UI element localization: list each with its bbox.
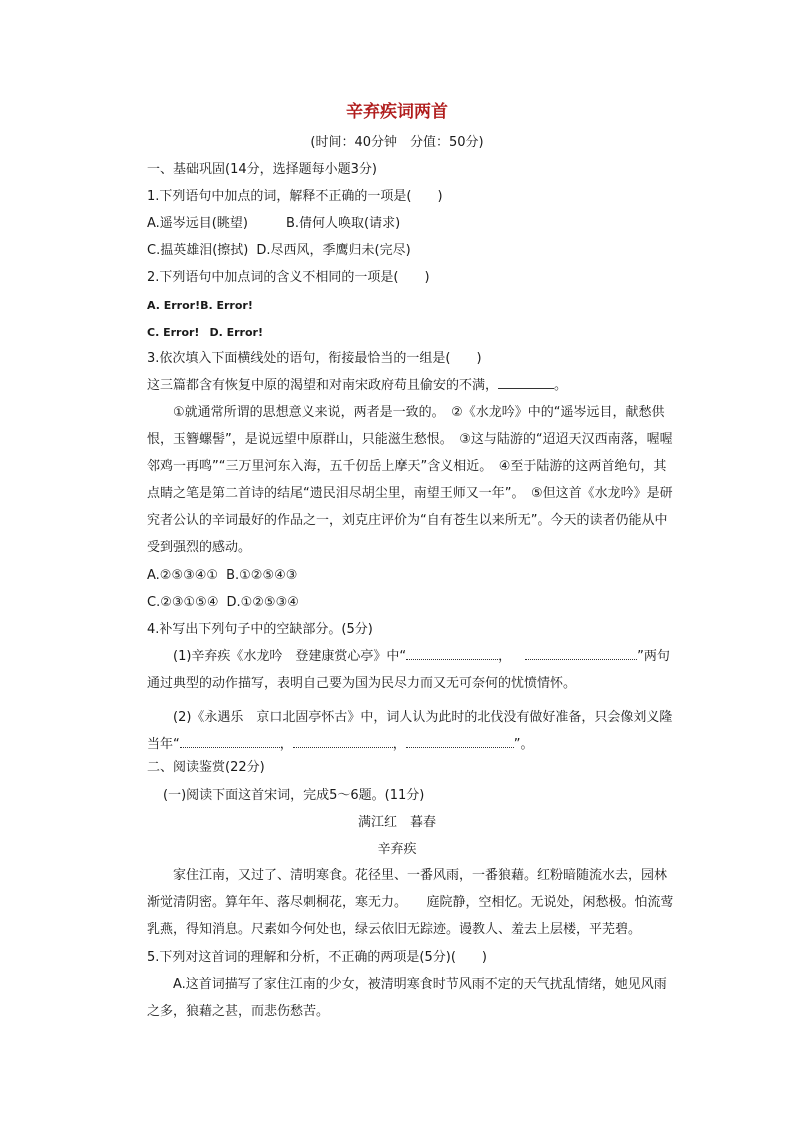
- q3-answer-blank[interactable]: [498, 376, 554, 389]
- exam-meta: (时间：40分钟 分值：50分): [310, 135, 484, 150]
- section-2-sub1: (一)阅读下面这首宋词，完成5～6题。(11分): [163, 788, 425, 803]
- q4-blank-5[interactable]: [406, 735, 514, 748]
- q4-stem: 4.补写出下列句子中的空缺部分。(5分): [147, 622, 373, 637]
- q4-blank-2[interactable]: [525, 647, 637, 660]
- poem-body: [147, 862, 675, 943]
- q3-option-b: B.①②⑤④③: [226, 568, 298, 583]
- q2-option-c: C. Error!: [147, 326, 200, 339]
- q3-option-a: A.②⑤③④①: [147, 568, 219, 583]
- q4-part2-sep2: ，: [392, 737, 406, 752]
- q3-options-row1: [147, 566, 297, 586]
- section-2-header: 二、阅读鉴赏(22分): [147, 760, 265, 775]
- q4-part2: [147, 704, 675, 758]
- q3-options-row2: [147, 593, 299, 613]
- q1-option-c: C.揾英雄泪(擦拭): [147, 243, 249, 258]
- q4-part2-end: ”。: [513, 737, 534, 752]
- q4-part2-sep1: ，: [279, 737, 293, 752]
- q4-part1-start: (1)辛弃疾《水龙吟 登建康赏心亭》中“: [173, 649, 407, 664]
- q1-options-row1: [147, 214, 400, 234]
- q1-option-b: B.倩何人唤取(请求): [285, 216, 401, 231]
- q3-passage: [147, 399, 675, 561]
- q3-context-end: 。: [554, 378, 568, 393]
- q3-option-c: C.②③①⑤④: [147, 595, 219, 610]
- q2-option-d: D. Error!: [209, 326, 263, 339]
- q4-blank-1[interactable]: [406, 647, 498, 660]
- q3-stem: 3.依次填入下面横线处的语句，衔接最恰当的一组是( ): [147, 351, 482, 366]
- q4-part1: [147, 643, 675, 697]
- poem-author: 辛弃疾: [377, 842, 417, 857]
- q3-context-text: 这三篇都含有恢复中原的渴望和对南宋政府苟且偷安的不满，: [147, 378, 499, 393]
- q2-options-cd: [147, 323, 263, 343]
- q5-option-a: A.这首词描写了家住江南的少女，被清明寒食时节风雨不定的天气扰乱情绪，她见风雨之多，狼藉之甚，而悲伤愁苦。: [147, 977, 667, 1019]
- q4-blank-4[interactable]: [293, 735, 393, 748]
- q4-part1-end: ”两句通过典型的动作描写，表明自己要为国为民尽力而又无可奈何的忧愤情怀。: [147, 649, 670, 691]
- poem-text: 家住江南，又过了、清明寒食。花径里、一番风雨，一番狼藉。红粉暗随流水去，园林渐觉清阴密。算年年、落尽刺桐花，寒无力。 庭院静，空相忆。无说处，闲愁极。怕流莺乳燕，得知消息。尺素如今何处也，绿云依旧无踪迹。谩教人、羞去上层楼，平芜碧。: [147, 868, 674, 937]
- q1-option-a: A.遥岑远目(眺望): [147, 216, 248, 231]
- q1-option-d: D.尽西风，季鹰归未(完尽): [256, 243, 411, 258]
- q1-options-row2: [147, 241, 411, 261]
- q2-option-ab: A. Error!B. Error!: [147, 299, 253, 312]
- q1-stem: 1.下列语句中加点的词，解释不正确的一项是( ): [147, 189, 443, 204]
- q3-option-d: D.①②⑤③④: [226, 595, 299, 610]
- q4-blank-3[interactable]: [180, 735, 280, 748]
- q4-part1-sep: ，: [498, 649, 512, 664]
- q2-stem: 2.下列语句中加点词的含义不相同的一项是( ): [147, 270, 430, 285]
- page-title: 辛弃疾词两首: [346, 102, 448, 122]
- q5-stem: 5.下列对这首词的理解和分析，不正确的两项是(5分)( ): [147, 950, 487, 965]
- poem-title: 满江红 暮春: [357, 815, 436, 830]
- section-1-header: 一、基础巩固(14分，选择题每小题3分): [147, 162, 377, 177]
- q3-passage-text: ①就通常所谓的思想意义来说，两者是一致的。 ②《水龙吟》中的“遥岑远目，献愁供恨，玉簪螺髻”，是说远望中原群山，只能滋生愁恨。 ③这与陆游的“迢迢天汉西南落，喔喔邻鸡一再鸣”“三万里河东入海，五千仞岳上摩天”含义相近。 ④至于陆游的这两首绝句，其点睛之笔是第二首诗的结尾“遗民泪尽胡尘里，南望王师又一年”。 ⑤但这首《水龙吟》是研究者公认的辛词最好的作品之一，刘克庄评价为“自有苍生以来所无”。今天的读者仍能从中受到强烈的感动。: [147, 405, 673, 555]
- q5-option-a-block: [147, 971, 675, 1025]
- q4-part2-start: (2)《永遇乐 京口北固亭怀古》中，词人认为此时的北伐没有做好准备，只会像刘义隆当年“: [147, 710, 673, 752]
- q3-context: [147, 376, 567, 396]
